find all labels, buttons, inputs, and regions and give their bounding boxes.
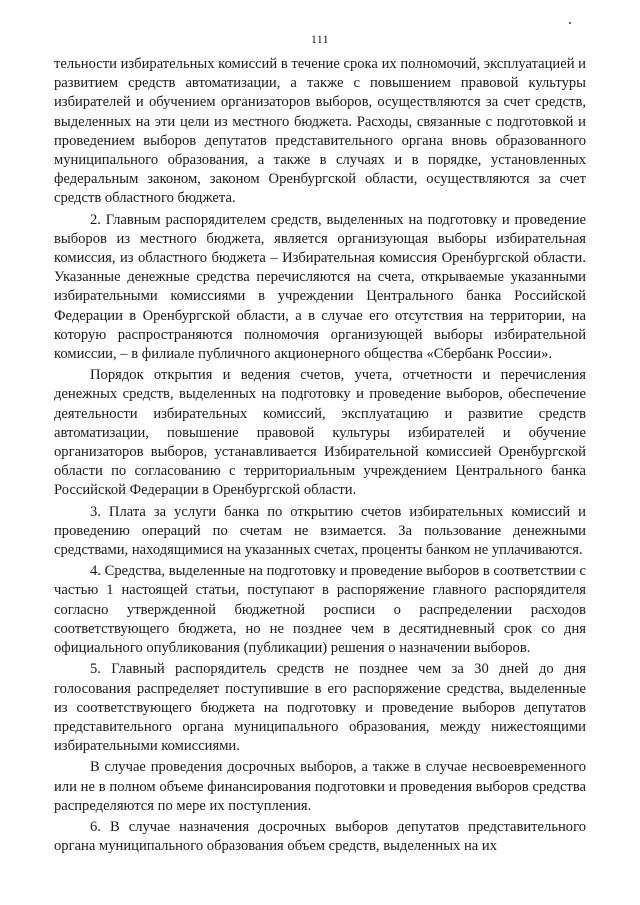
paragraph-early-elections: В случае проведения досрочных выборов, а также в случае несвоевременного или не в полном объеме финансирования подготовки и проведения выборов средства распределяются по мере их поступления. (54, 759, 586, 814)
paragraph-clause-6: 6. В случае назначения досрочных выборов депутатов представительного органа муниципального образования объем средств, выделенных на их (54, 818, 586, 855)
paragraph-clause-4: 4. Средства, выделенные на подготовку и проведение выборов в соответствии с частью 1 настоящей статьи, поступают в распоряжение главного распорядителя согласно утвержденной бюджетной росписи о распределении расходов соответствующего бюджета, но не позднее чем в десятидневный срок со дня официального опубликования (публикации) решения о назначении выборов. (54, 563, 586, 657)
paragraph-clause-3: 3. Плата за услуги банка по открытию счетов избирательных комиссий и проведению операций по счетам не взимается. За пользование денежными средствами, находящимися на указанных счетах, проценты банком не уплачиваются. (54, 503, 586, 559)
document-body (54, 55, 586, 856)
paragraph-clause-5: 5. Главный распорядитель средств не позднее чем за 30 дней до дня голосования распределяет поступившие в его распоряжение средства, выделенные из соответствующего бюджета на подготовку и проведение выборов депутатов представительного органа муниципального образования, между нижестоящими избирательными комиссиями. (54, 661, 586, 755)
paragraph-accounts-procedure: Порядок открытия и ведения счетов, учета, отчетности и перечисления денежных средств, выделенных на подготовку и проведение выборов, обеспечение деятельности избирательных комиссий, эксплуатацию и развитие средств автоматизации, повышение правовой культуры избирателей и обучение организаторов выборов, устанавливается Избирательной комиссией Оренбургской области по согласованию с территориальным учреждением Центрального банка Российской Федерации в Оренбургской области. (54, 367, 586, 499)
page-number: 111 (311, 34, 329, 46)
paragraph-continuation: тельности избирательных комиссий в течение срока их полномочий, эксплуатацией и развитием средств автоматизации, а также с повышением правовой культуры избирателей и обучением организаторов выборов, осуществляются за счет средств, выделенных на эти цели из местного бюджета. Расходы, связанные с подготовкой и проведением выборов депутатов представительного органа вновь образованного муниципального образования, а также в случаях и в порядке, установленных федеральным законом, законом Оренбургской области, осуществляются за счет средств областного бюджета. (54, 56, 586, 207)
scan-speck (569, 22, 571, 24)
paragraph-clause-2: 2. Главным распорядителем средств, выделенных на подготовку и проведение выборов из местного бюджета, является организующая выборы избирательная комиссия, из областного бюджета – Избирательная комиссия Оренбургской области. Указанные денежные средства перечисляются на счета, открываемые указанными избирательными комиссиями в учреждении Центрального банка Российской Федерации в Оренбургской области, а в случае его отсутствия на территории, на которую распространяются полномочия организующей выборы избирательной комиссии, – в филиале публичного акционерного общества «Сбербанк России». (54, 211, 586, 363)
